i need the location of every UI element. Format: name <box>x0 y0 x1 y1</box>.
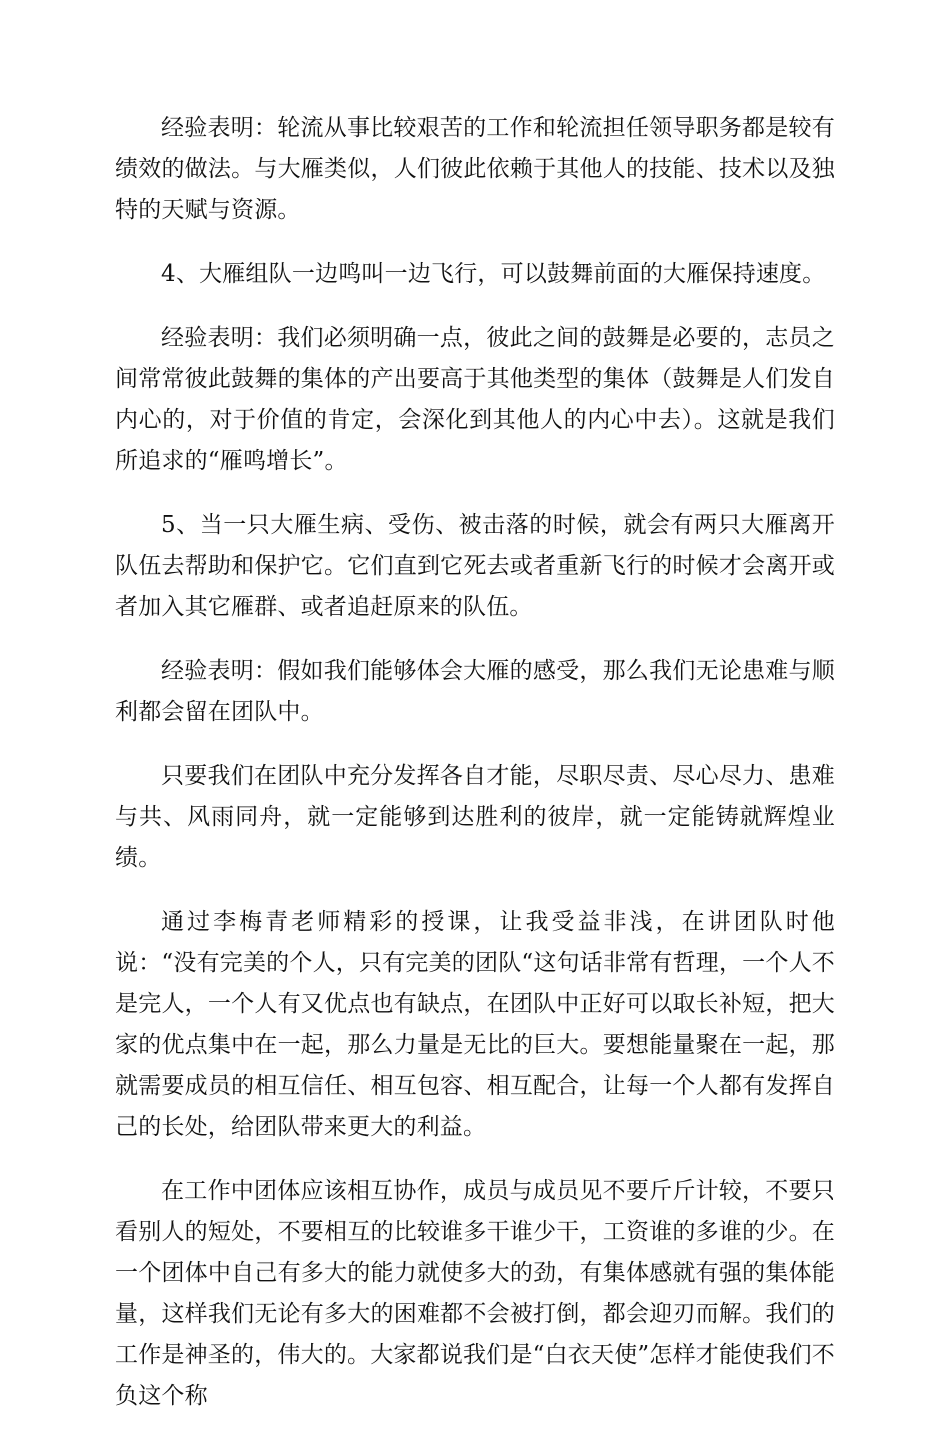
paragraph-point-5: 5、当一只大雁生病、受伤、被击落的时候，就会有两只大雁离开队伍去帮助和保护它。它们直到它死去或者重新飞行的时候才会离开或者加入其它雁群、或者追赶原来的队伍。 <box>115 512 835 620</box>
paragraph-team-summary: 只要我们在团队中充分发挥各自才能，尽职尽责、尽心尽力、患难与共、风雨同舟，就一定能够到达胜利的彼岸，就一定能铸就辉煌业绩。 <box>115 763 835 871</box>
paragraph-experience-rotation: 经验表明：轮流从事比较艰苦的工作和轮流担任领导职务都是较有绩效的做法。与大雁类似，人们彼此依赖于其他人的技能、技术以及独特的天赋与资源。 <box>115 115 835 223</box>
document-body <box>115 108 835 1440</box>
paragraph-lecture-reflection: 通过李梅青老师精彩的授课，让我受益非浅，在讲团队时他说：“没有完美的个人，只有完美的团队“这句话非常有哲理，一个人不是完人，一个人有又优点也有缺点，在团队中正好可以取长补短，把大家的优点集中在一起，那么力量是无比的巨大。要想能量聚在一起，那就需要成员的相互信任、相互包容、相互配合，让每一个人都有发挥自己的长处，给团队带来更大的利益。 <box>115 909 835 1140</box>
paragraph-work-cooperation: 在工作中团体应该相互协作，成员与成员见不要斤斤计较，不要只看别人的短处，不要相互的比较谁多干谁少干，工资谁的多谁的少。在一个团体中自己有多大的能力就使多大的劲，有集体感就有强的集体能量，这样我们无论有多大的困难都不会被打倒，都会迎刃而解。我们的工作是神圣的，伟大的。大家都说我们是“白衣天使”怎样才能使我们不负这个称 <box>115 1178 835 1409</box>
paragraph-experience-encouragement: 经验表明：我们必须明确一点，彼此之间的鼓舞是必要的，志员之间常常彼此鼓舞的集体的产出要高于其他类型的集体（鼓舞是人们发自内心的，对于价值的肯定，会深化到其他人的内心中去）。这就是我们所追求的“雁鸣增长”。 <box>115 325 835 474</box>
paragraph-point-4: 4、大雁组队一边鸣叫一边飞行，可以鼓舞前面的大雁保持速度。 <box>161 261 826 287</box>
paragraph-experience-empathy: 经验表明：假如我们能够体会大雁的感受，那么我们无论患难与顺利都会留在团队中。 <box>115 658 835 725</box>
